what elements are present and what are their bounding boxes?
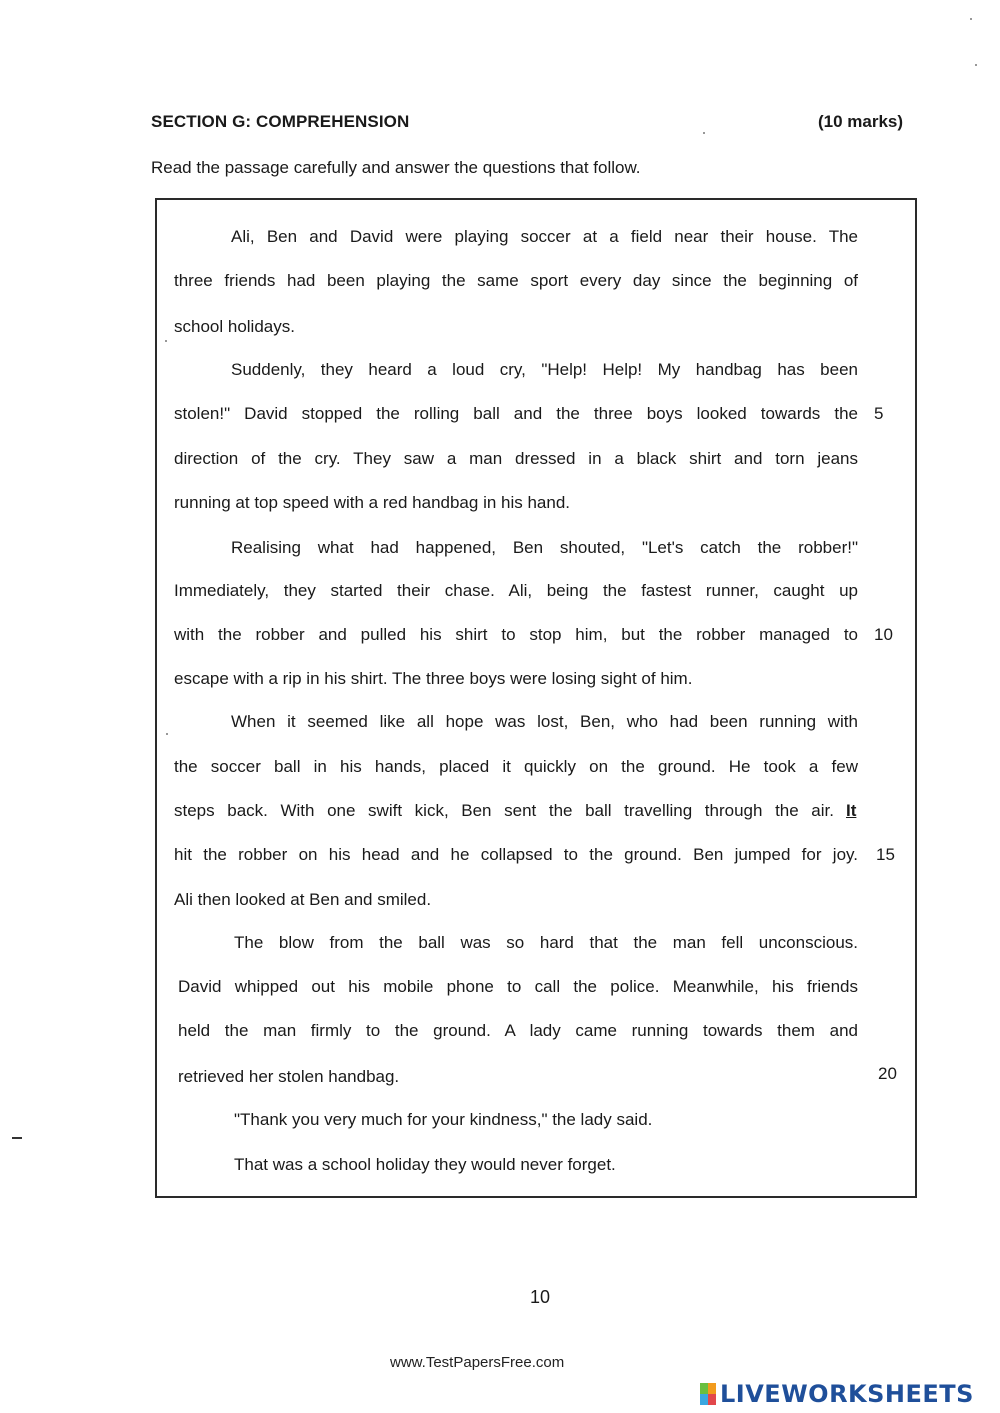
liveworksheets-logo	[700, 1380, 974, 1408]
scan-speck	[166, 733, 168, 735]
passage-line: retrieved her stolen handbag.	[178, 1067, 400, 1086]
line-number: 10	[874, 625, 893, 644]
passage-line: Ali, Ben and David were playing soccer at a field near their house. The	[231, 227, 858, 246]
scan-speck	[975, 64, 977, 66]
section-title: SECTION G: COMPREHENSION	[151, 112, 410, 131]
passage-line: escape with a rip in his shirt. The three boys were losing sight of him.	[174, 669, 693, 688]
line-number: 15	[876, 845, 895, 864]
footer-url: www.TestPapersFree.com	[390, 1354, 565, 1371]
scan-speck	[165, 340, 167, 342]
passage-line: with the robber and pulled his shirt to stop him, but the robber managed to	[174, 625, 858, 644]
scan-speck	[970, 18, 972, 20]
passage-line: "Thank you very much for your kindness," the lady said.	[234, 1110, 653, 1129]
page-number: 10	[530, 1287, 551, 1307]
marks-label: (10 marks)	[818, 112, 904, 131]
passage-line: stolen!" David stopped the rolling ball and the three boys looked towards the	[174, 404, 858, 423]
logo-text: LIVEWORKSHEETS	[720, 1380, 974, 1408]
passage-line: Suddenly, they heard a loud cry, "Help! Help! My handbag has been	[231, 360, 858, 379]
underlined-word: It	[846, 801, 857, 820]
passage-line: school holidays.	[174, 317, 295, 336]
passage-box	[155, 198, 917, 1198]
passage-line: running at top speed with a red handbag in his hand.	[174, 493, 571, 512]
passage-line: three friends had been playing the same sport every day since the beginning of	[174, 271, 858, 290]
passage-line: hit the robber on his head and he collapsed to the ground. Ben jumped for joy.	[174, 845, 858, 864]
passage-line: Immediately, they started their chase. Ali, being the fastest runner, caught up	[174, 581, 858, 600]
liveworksheets-icon	[700, 1383, 716, 1405]
instruction-text: Read the passage carefully and answer the questions that follow.	[151, 158, 641, 177]
passage-line: The blow from the ball was so hard that the man fell unconscious.	[234, 933, 858, 952]
scan-mark	[12, 1137, 22, 1139]
passage-line: David whipped out his mobile phone to call the police. Meanwhile, his friends	[178, 977, 858, 996]
passage-line: Realising what had happened, Ben shouted, "Let's catch the robber!"	[231, 538, 858, 557]
passage-line: That was a school holiday they would never forget.	[234, 1155, 616, 1174]
line-number: 20	[878, 1064, 897, 1083]
passage-line: Ali then looked at Ben and smiled.	[174, 890, 432, 909]
passage-line: the soccer ball in his hands, placed it quickly on the ground. He took a few	[174, 757, 858, 776]
passage-line: steps back. With one swift kick, Ben sent the ball travelling through the air.	[174, 801, 834, 820]
passage-line: held the man firmly to the ground. A lady came running towards them and	[178, 1021, 858, 1040]
line-number: 5	[874, 404, 884, 423]
passage-line: When it seemed like all hope was lost, Ben, who had been running with	[231, 712, 858, 731]
scan-speck	[703, 132, 705, 134]
passage-line: direction of the cry. They saw a man dressed in a black shirt and torn jeans	[174, 449, 858, 468]
